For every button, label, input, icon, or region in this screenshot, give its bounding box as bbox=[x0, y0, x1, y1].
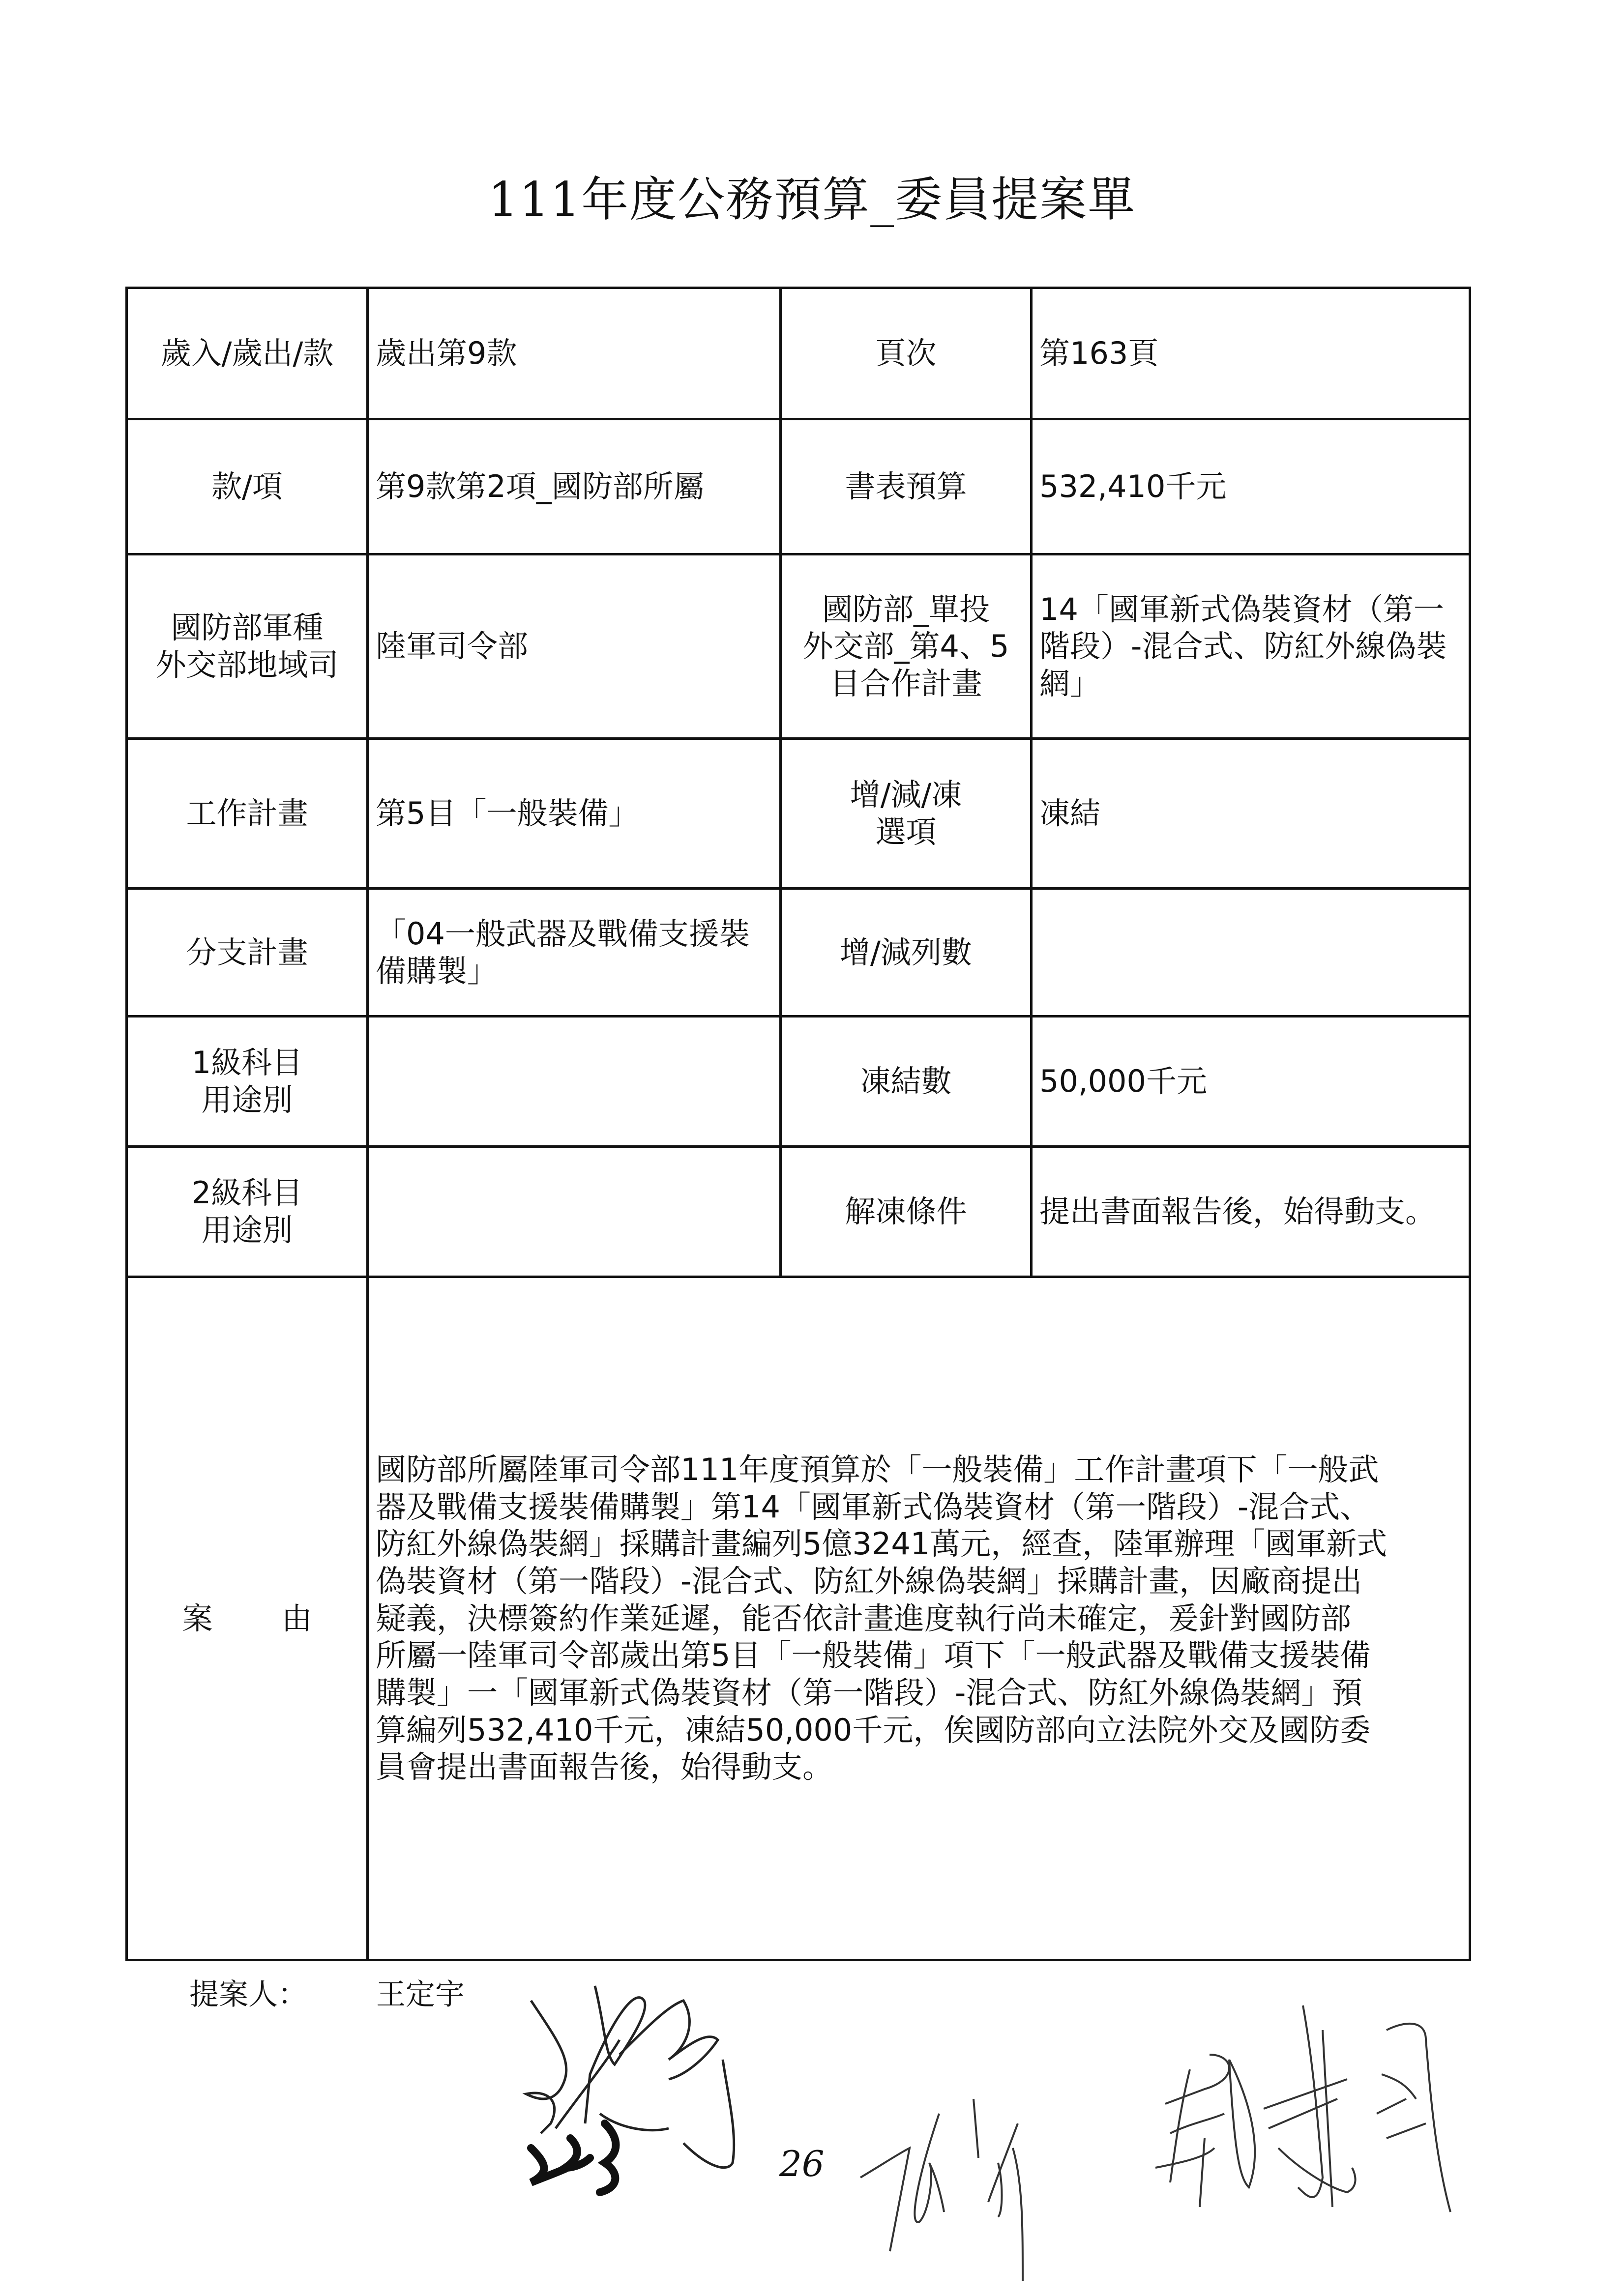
reason-line: 疑義，決標簽約作業延遲，能否依計畫進度執行尚未確定，爰針對國防部 bbox=[376, 1600, 1352, 1636]
signature-4 bbox=[1151, 2001, 1505, 2227]
label-line: 2級科目 bbox=[191, 1175, 303, 1211]
label-page: 頁次 bbox=[781, 288, 1032, 419]
value-military-branch: 陸軍司令部 bbox=[368, 554, 781, 739]
table-row bbox=[127, 889, 1470, 1017]
reason-text bbox=[368, 1277, 1470, 1960]
label-section-item: 款/項 bbox=[127, 419, 368, 554]
label-line: 選項 bbox=[875, 814, 937, 850]
label-joint-plan bbox=[781, 554, 1032, 739]
label-line: 目合作計畫 bbox=[829, 665, 982, 701]
label-work-plan: 工作計畫 bbox=[127, 739, 368, 889]
reason-line: 偽裝資材（第一階段）-混合式、防紅外線偽裝網」採購計畫，因廠商提出 bbox=[376, 1563, 1362, 1599]
value-page: 第163頁 bbox=[1032, 288, 1470, 419]
proposer-label: 提案人： bbox=[189, 1977, 307, 2012]
table-row bbox=[127, 1147, 1470, 1277]
label-line: 用途別 bbox=[201, 1082, 293, 1118]
reason-line: 所屬一陸軍司令部歲出第5目「一般裝備」項下「一般武器及戰備支援裝備 bbox=[376, 1637, 1371, 1674]
value-unfreeze-condition: 提出書面報告後，始得動支。 bbox=[1032, 1147, 1470, 1277]
label-change-amount: 增/減列數 bbox=[781, 889, 1032, 1017]
reason-line: 器及戰備支援裝備購製」第14「國軍新式偽裝資材（第一階段）-混合式、 bbox=[376, 1488, 1371, 1525]
value-branch-plan: 「04一般武器及戰備支援裝備購製」 bbox=[368, 889, 781, 1017]
label-branch-plan: 分支計畫 bbox=[127, 889, 368, 1017]
label-line: 外交部地域司 bbox=[155, 647, 339, 683]
label-line: 國防部軍種 bbox=[171, 610, 324, 646]
label-line: 國防部_單投 bbox=[822, 591, 990, 627]
label-book-budget: 書表預算 bbox=[781, 419, 1032, 554]
label-line: 增/減/凍 bbox=[850, 777, 962, 813]
label-reason-char: 案 bbox=[182, 1600, 213, 1636]
label-frozen-amount: 凍結數 bbox=[781, 1017, 1032, 1147]
label-line: 用途別 bbox=[201, 1212, 293, 1248]
label-unfreeze-condition: 解凍條件 bbox=[781, 1147, 1032, 1277]
label-line: 1級科目 bbox=[191, 1045, 303, 1081]
label-change-option bbox=[781, 739, 1032, 889]
value-change-option: 凍結 bbox=[1032, 739, 1470, 889]
proposal-form-table bbox=[125, 287, 1471, 1961]
value-level2-subject bbox=[368, 1147, 781, 1277]
table-row bbox=[127, 554, 1470, 739]
table-row bbox=[127, 419, 1470, 554]
table-row bbox=[127, 1277, 1470, 1960]
reason-line: 員會提出書面報告後，始得動支。 bbox=[376, 1749, 833, 1785]
value-book-budget: 532,410千元 bbox=[1032, 419, 1470, 554]
reason-line: 國防部所屬陸軍司令部111年度預算於「一般裝備」工作計畫項下「一般武 bbox=[376, 1452, 1379, 1488]
value-frozen-amount: 50,000千元 bbox=[1032, 1017, 1470, 1147]
label-line: 外交部_第4、5 bbox=[802, 628, 1009, 665]
signature-2 bbox=[521, 2119, 679, 2197]
label-military-branch bbox=[127, 554, 368, 739]
label-level1-subject bbox=[127, 1017, 368, 1147]
value-joint-plan: 14「國軍新式偽裝資材（第一階段）-混合式、防紅外線偽裝網」 bbox=[1032, 554, 1470, 739]
value-revenue-expenditure: 歲出第9款 bbox=[368, 288, 781, 419]
value-section-item: 第9款第2項_國防部所屬 bbox=[368, 419, 781, 554]
table-row bbox=[127, 1017, 1470, 1147]
label-revenue-expenditure: 歲入/歲出/款 bbox=[127, 288, 368, 419]
proposer-name: 王定宇 bbox=[376, 1977, 465, 2012]
label-level2-subject bbox=[127, 1147, 368, 1277]
label-reason-char: 由 bbox=[281, 1600, 312, 1636]
value-work-plan: 第5目「一般裝備」 bbox=[368, 739, 781, 889]
handwritten-page-number: 26 bbox=[779, 2143, 825, 2184]
reason-line: 購製」一「國軍新式偽裝資材（第一階段）-混合式、防紅外線偽裝網」預 bbox=[376, 1674, 1362, 1711]
table-row bbox=[127, 288, 1470, 419]
page-title: 111年度公務預算_委員提案單 bbox=[488, 172, 1136, 227]
reason-line: 算編列532,410千元，凍結50,000千元，俟國防部向立法院外交及國防委 bbox=[376, 1712, 1371, 1748]
value-level1-subject bbox=[368, 1017, 781, 1147]
signature-3 bbox=[856, 2064, 1131, 2281]
value-change-amount bbox=[1032, 889, 1470, 1017]
reason-line: 防紅外線偽裝網」採購計畫編列5億3241萬元，經查，陸軍辦理「國軍新式 bbox=[376, 1526, 1388, 1562]
label-reason bbox=[127, 1277, 368, 1960]
table-row bbox=[127, 739, 1470, 889]
